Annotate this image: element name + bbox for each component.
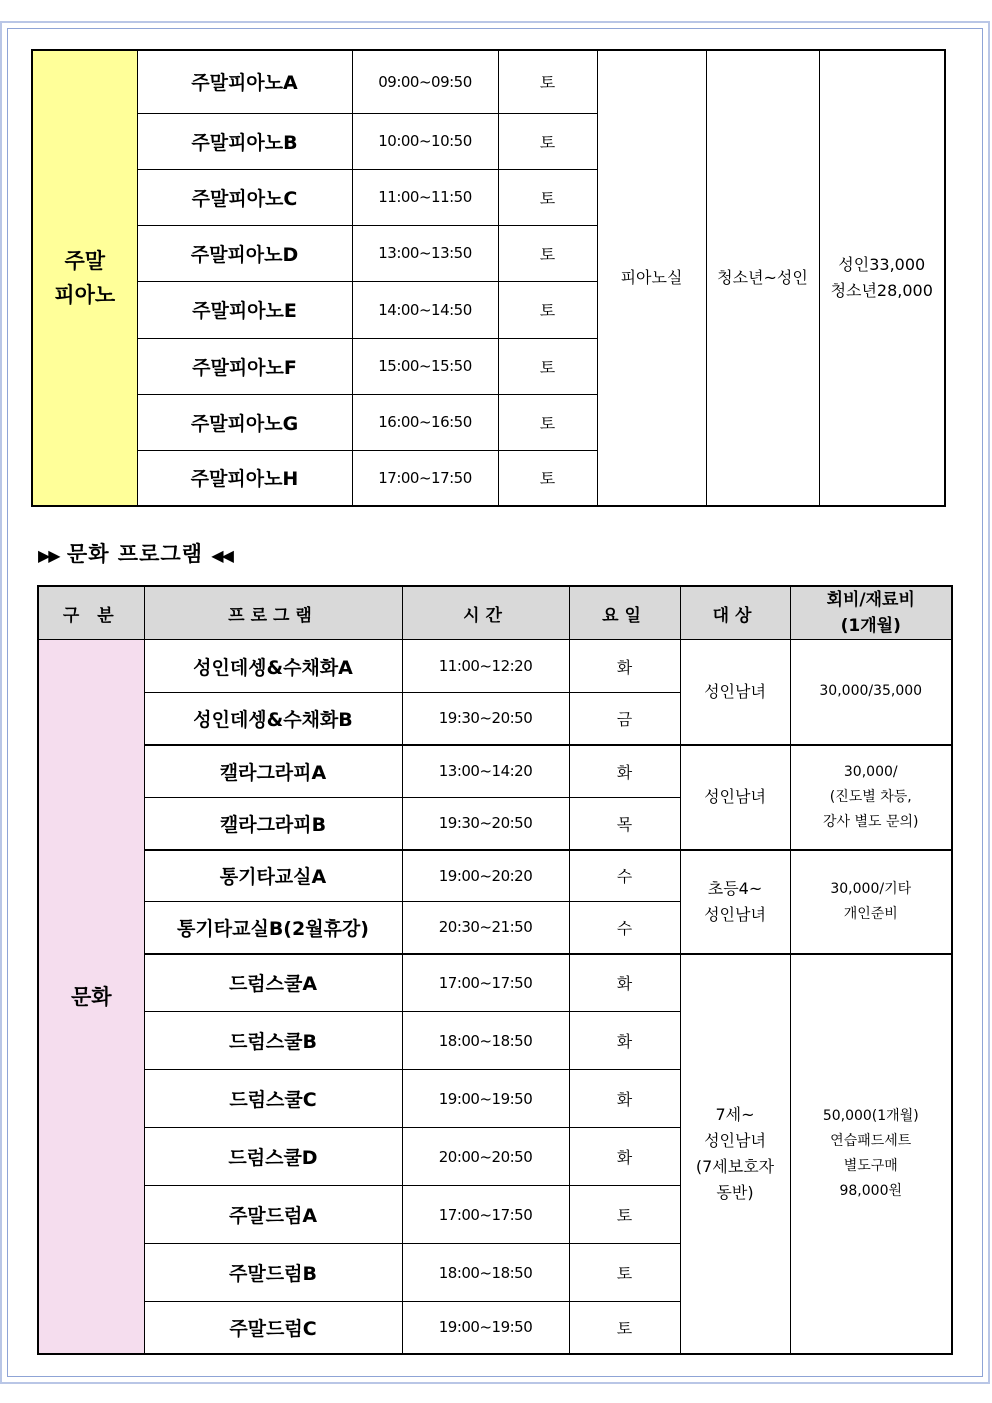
target-cell: 7세~ 성인남녀 (7세보호자 동반) bbox=[680, 954, 790, 1354]
category-cell: 문화 bbox=[38, 640, 144, 1354]
program-day: 화 bbox=[569, 1128, 680, 1186]
section-title bbox=[38, 538, 232, 568]
program-time: 19:00~20:20 bbox=[402, 850, 569, 902]
program-name: 성인데셍&수채화A bbox=[144, 640, 402, 693]
program-name: 드럼스쿨C bbox=[144, 1070, 402, 1128]
program-day: 토 bbox=[498, 50, 597, 113]
program-time: 17:00~17:50 bbox=[352, 450, 498, 506]
program-day: 화 bbox=[569, 954, 680, 1012]
table-row bbox=[38, 640, 952, 693]
program-name: 주말피아노G bbox=[137, 394, 352, 450]
program-name: 주말피아노A bbox=[137, 50, 352, 113]
program-time: 13:00~13:50 bbox=[352, 225, 498, 281]
program-day: 수 bbox=[569, 850, 680, 902]
fee-cell: 30,000/기타 개인준비 bbox=[790, 850, 952, 954]
fee-cell: 50,000(1개월) 연습패드세트 별도구매 98,000원 bbox=[790, 954, 952, 1354]
program-name: 주말피아노B bbox=[137, 113, 352, 169]
program-time: 11:00~12:20 bbox=[402, 640, 569, 693]
program-name: 주말피아노F bbox=[137, 338, 352, 394]
program-day: 토 bbox=[498, 281, 597, 338]
program-day: 화 bbox=[569, 1012, 680, 1070]
fee-cell: 30,000/35,000 bbox=[790, 640, 952, 745]
table-row bbox=[32, 50, 945, 113]
category-cell: 주말 피아노 bbox=[32, 50, 137, 506]
program-time: 17:00~17:50 bbox=[402, 1186, 569, 1244]
program-time: 13:00~14:20 bbox=[402, 745, 569, 798]
program-day: 화 bbox=[569, 1070, 680, 1128]
program-time: 19:30~20:50 bbox=[402, 693, 569, 745]
program-name: 주말드럼B bbox=[144, 1244, 402, 1302]
culture-schedule-table bbox=[37, 585, 953, 1355]
program-day: 수 bbox=[569, 902, 680, 954]
program-name: 드럼스쿨A bbox=[144, 954, 402, 1012]
target-cell: 성인남녀 bbox=[680, 640, 790, 745]
table-header-row bbox=[38, 586, 952, 640]
target-cell: 성인남녀 bbox=[680, 745, 790, 850]
program-day: 토 bbox=[498, 169, 597, 225]
program-name: 주말피아노D bbox=[137, 225, 352, 281]
program-day: 토 bbox=[498, 113, 597, 169]
program-name: 주말드럼C bbox=[144, 1302, 402, 1354]
table-row bbox=[38, 745, 952, 798]
program-time: 15:00~15:50 bbox=[352, 338, 498, 394]
program-time: 20:00~20:50 bbox=[402, 1128, 569, 1186]
left-arrows-icon: ◀◀ bbox=[211, 546, 232, 565]
target-cell: 청소년~성인 bbox=[706, 50, 819, 506]
header-fee: 회비/재료비 (1개월) bbox=[790, 586, 952, 640]
program-day: 토 bbox=[569, 1302, 680, 1354]
program-time: 16:00~16:50 bbox=[352, 394, 498, 450]
program-name: 통기타교실A bbox=[144, 850, 402, 902]
target-cell: 초등4~ 성인남녀 bbox=[680, 850, 790, 954]
program-name: 드럼스쿨B bbox=[144, 1012, 402, 1070]
program-time: 10:00~10:50 bbox=[352, 113, 498, 169]
fee-cell: 성인33,000 청소년28,000 bbox=[819, 50, 945, 506]
program-day: 토 bbox=[569, 1186, 680, 1244]
program-name: 주말피아노E bbox=[137, 281, 352, 338]
program-day: 화 bbox=[569, 640, 680, 693]
program-name: 통기타교실B(2월휴강) bbox=[144, 902, 402, 954]
header-day: 요일 bbox=[569, 586, 680, 640]
program-time: 09:00~09:50 bbox=[352, 50, 498, 113]
right-arrows-icon: ▶▶ bbox=[38, 546, 59, 565]
program-name: 주말피아노H bbox=[137, 450, 352, 506]
header-target: 대상 bbox=[680, 586, 790, 640]
program-time: 20:30~21:50 bbox=[402, 902, 569, 954]
program-time: 19:00~19:50 bbox=[402, 1302, 569, 1354]
program-name: 주말드럼A bbox=[144, 1186, 402, 1244]
header-program: 프로그램 bbox=[144, 586, 402, 640]
program-name: 캘라그라피A bbox=[144, 745, 402, 798]
program-name: 성인데셍&수채화B bbox=[144, 693, 402, 745]
program-day: 목 bbox=[569, 798, 680, 850]
program-name: 드럼스쿨D bbox=[144, 1128, 402, 1186]
section-title-text: 문화 프로그램 bbox=[66, 542, 203, 566]
program-time: 19:00~19:50 bbox=[402, 1070, 569, 1128]
program-day: 화 bbox=[569, 745, 680, 798]
program-time: 18:00~18:50 bbox=[402, 1012, 569, 1070]
fee-cell: 30,000/ (진도별 차등, 강사 별도 문의) bbox=[790, 745, 952, 850]
header-category: 구 분 bbox=[38, 586, 144, 640]
program-time: 18:00~18:50 bbox=[402, 1244, 569, 1302]
program-day: 토 bbox=[498, 450, 597, 506]
program-day: 토 bbox=[498, 225, 597, 281]
program-name: 주말피아노C bbox=[137, 169, 352, 225]
program-time: 14:00~14:50 bbox=[352, 281, 498, 338]
program-day: 토 bbox=[498, 338, 597, 394]
program-time: 17:00~17:50 bbox=[402, 954, 569, 1012]
header-time: 시간 bbox=[402, 586, 569, 640]
table-row bbox=[38, 954, 952, 1012]
program-day: 금 bbox=[569, 693, 680, 745]
program-time: 19:30~20:50 bbox=[402, 798, 569, 850]
program-day: 토 bbox=[569, 1244, 680, 1302]
piano-schedule-table bbox=[31, 49, 946, 507]
room-cell: 피아노실 bbox=[597, 50, 706, 506]
program-day: 토 bbox=[498, 394, 597, 450]
program-name: 캘라그라피B bbox=[144, 798, 402, 850]
program-time: 11:00~11:50 bbox=[352, 169, 498, 225]
table-row bbox=[38, 850, 952, 902]
